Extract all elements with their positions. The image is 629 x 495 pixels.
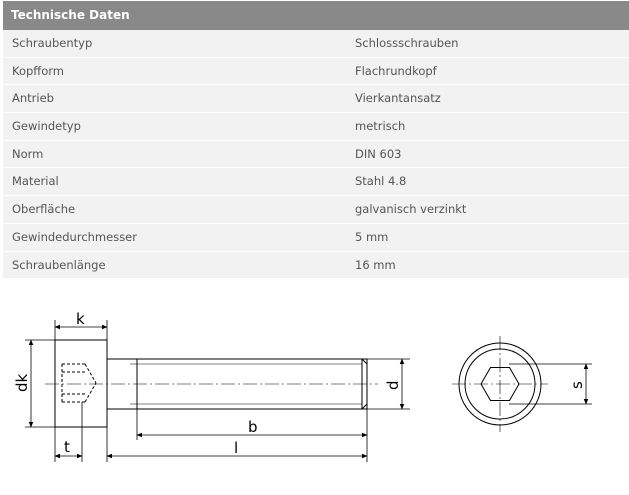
table-row bbox=[3, 113, 629, 141]
label-dk: dk bbox=[13, 373, 31, 392]
table-row bbox=[3, 224, 629, 252]
label-k: k bbox=[76, 310, 85, 328]
row-value: 5 mm bbox=[355, 229, 389, 244]
table-row bbox=[3, 58, 629, 86]
row-label: Material bbox=[12, 174, 59, 189]
label-b: b bbox=[248, 418, 258, 436]
row-value: Stahl 4.8 bbox=[355, 174, 407, 189]
row-value: galvanisch verzinkt bbox=[355, 202, 467, 217]
row-value: DIN 603 bbox=[355, 146, 402, 161]
label-s: s bbox=[568, 381, 586, 389]
row-label: Norm bbox=[12, 146, 44, 161]
row-value: 16 mm bbox=[355, 257, 396, 272]
screw-side-view bbox=[45, 340, 378, 427]
technical-data-table bbox=[3, 1, 629, 279]
dimension-lines bbox=[25, 320, 410, 462]
row-label: Schraubenlänge bbox=[12, 257, 106, 272]
row-label: Antrieb bbox=[12, 91, 54, 106]
row-value: Schlossschrauben bbox=[355, 36, 459, 50]
table-title: Technische Daten bbox=[3, 1, 629, 30]
row-value: Vierkantansatz bbox=[355, 91, 441, 106]
label-l: l bbox=[234, 439, 239, 457]
row-label: Oberfläche bbox=[12, 202, 76, 217]
row-value: Flachrundkopf bbox=[355, 63, 437, 78]
row-label: Schraubentyp bbox=[12, 36, 93, 50]
hex-socket-hidden-lines bbox=[62, 364, 96, 402]
label-d: d bbox=[384, 380, 402, 390]
table-row bbox=[3, 85, 629, 113]
row-label: Kopfform bbox=[12, 63, 64, 78]
table-row bbox=[3, 168, 629, 196]
table-row bbox=[3, 252, 629, 280]
label-t: t bbox=[64, 438, 70, 456]
table-row bbox=[3, 141, 629, 169]
table-row bbox=[3, 30, 629, 58]
row-label: Gewindetyp bbox=[12, 119, 81, 134]
table-row bbox=[3, 196, 629, 224]
row-label: Gewindedurchmesser bbox=[12, 229, 137, 244]
screw-head bbox=[55, 340, 107, 427]
screw-technical-drawing bbox=[0, 300, 629, 495]
row-value: metrisch bbox=[355, 119, 406, 134]
